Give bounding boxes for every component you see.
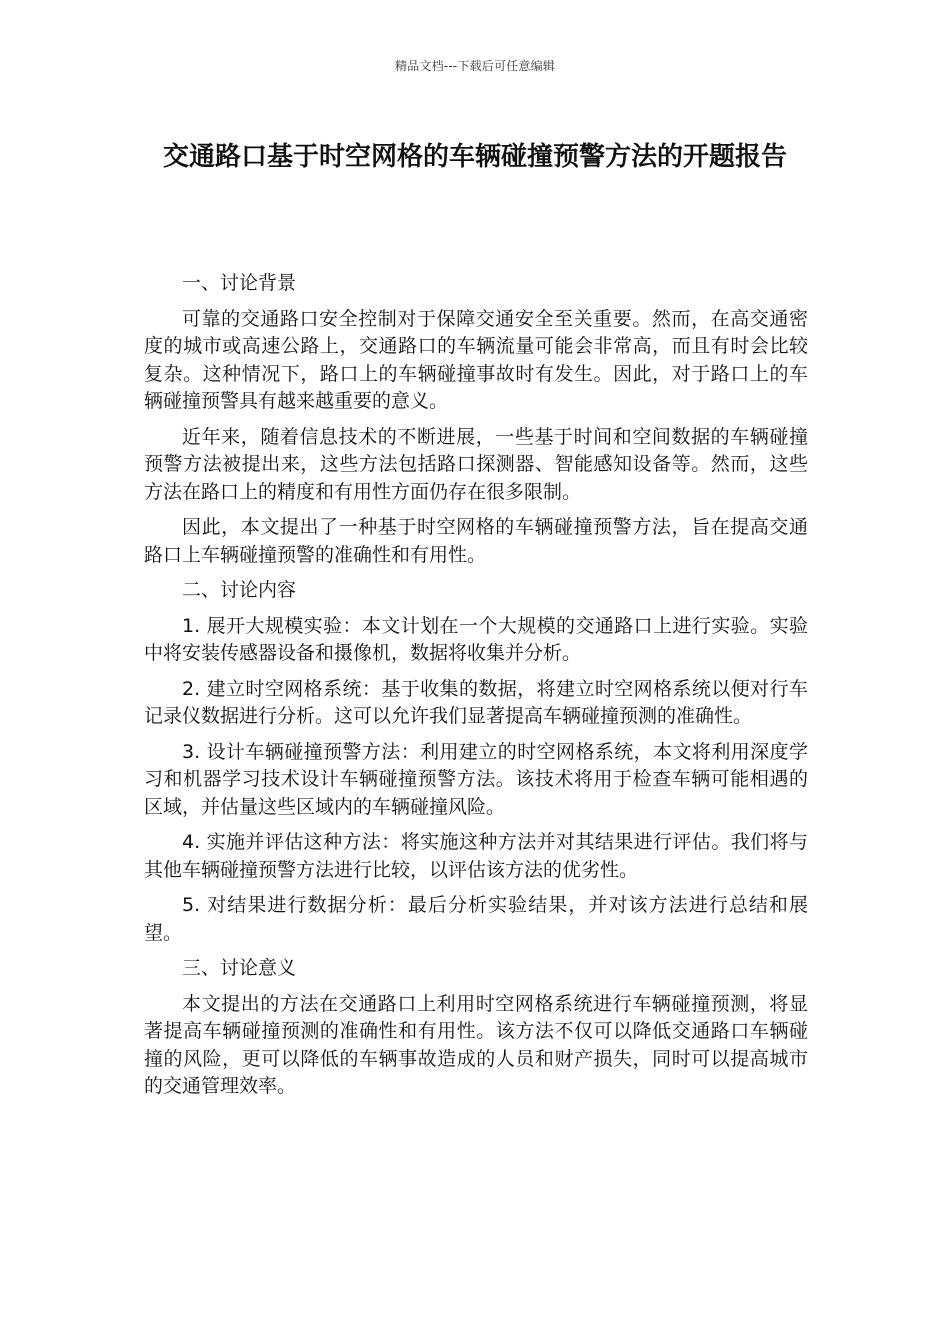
section-heading-content: 二、讨论内容	[182, 579, 297, 601]
document-body	[144, 270, 808, 1109]
list-item: 5. 对结果进行数据分析：最后分析实验结果，并对该方法进行总结和展望。	[144, 894, 808, 944]
document-title: 交通路口基于时空网格的车辆碰撞预警方法的开题报告	[162, 142, 787, 172]
header-note: 精品文档---下载后可任意编辑	[395, 59, 555, 73]
paragraph: 可靠的交通路口安全控制对于保障交通安全至关重要。然而，在高交通密度的城市或高速公路上，交通路口的车辆流量可能会非常高，而且有时会比较复杂。这种情况下，路口上的车辆碰撞事故时有发生。因此，对于路口上的车辆碰撞预警具有越来越重要的意义。	[144, 307, 808, 412]
section-heading-significance: 三、讨论意义	[182, 957, 297, 979]
list-item: 4. 实施并评估这种方法：将实施这种方法并对其结果进行评估。我们将与其他车辆碰撞预警方法进行比较，以评估该方法的优劣性。	[144, 831, 808, 881]
list-item: 2. 建立时空网格系统：基于收集的数据，将建立时空网格系统以便对行车记录仪数据进行分析。这可以允许我们显著提高车辆碰撞预测的准确性。	[144, 677, 808, 727]
section-heading-background: 一、讨论背景	[182, 272, 297, 294]
list-item: 1. 展开大规模实验：本文计划在一个大规模的交通路口上进行实验。实验中将安装传感器设备和摄像机，数据将收集并分析。	[144, 614, 808, 664]
paragraph: 本文提出的方法在交通路口上利用时空网格系统进行车辆碰撞预测，将显著提高车辆碰撞预测的准确性和有用性。该方法不仅可以降低交通路口车辆碰撞的风险，更可以降低的车辆事故造成的人员和财产损失，同时可以提高城市的交通管理效率。	[144, 992, 808, 1097]
paragraph: 近年来，随着信息技术的不断进展，一些基于时间和空间数据的车辆碰撞预警方法被提出来，这些方法包括路口探测器、智能感知设备等。然而，这些方法在路口上的精度和有用性方面仍存在很多限制。	[144, 425, 808, 503]
list-item: 3. 设计车辆碰撞预警方法：利用建立的时空网格系统，本文将利用深度学习和机器学习技术设计车辆碰撞预警方法。该技术将用于检查车辆可能相遇的区域，并估量这些区域内的车辆碰撞风险。	[144, 740, 808, 818]
paragraph: 因此，本文提出了一种基于时空网格的车辆碰撞预警方法，旨在提高交通路口上车辆碰撞预警的准确性和有用性。	[144, 516, 808, 566]
